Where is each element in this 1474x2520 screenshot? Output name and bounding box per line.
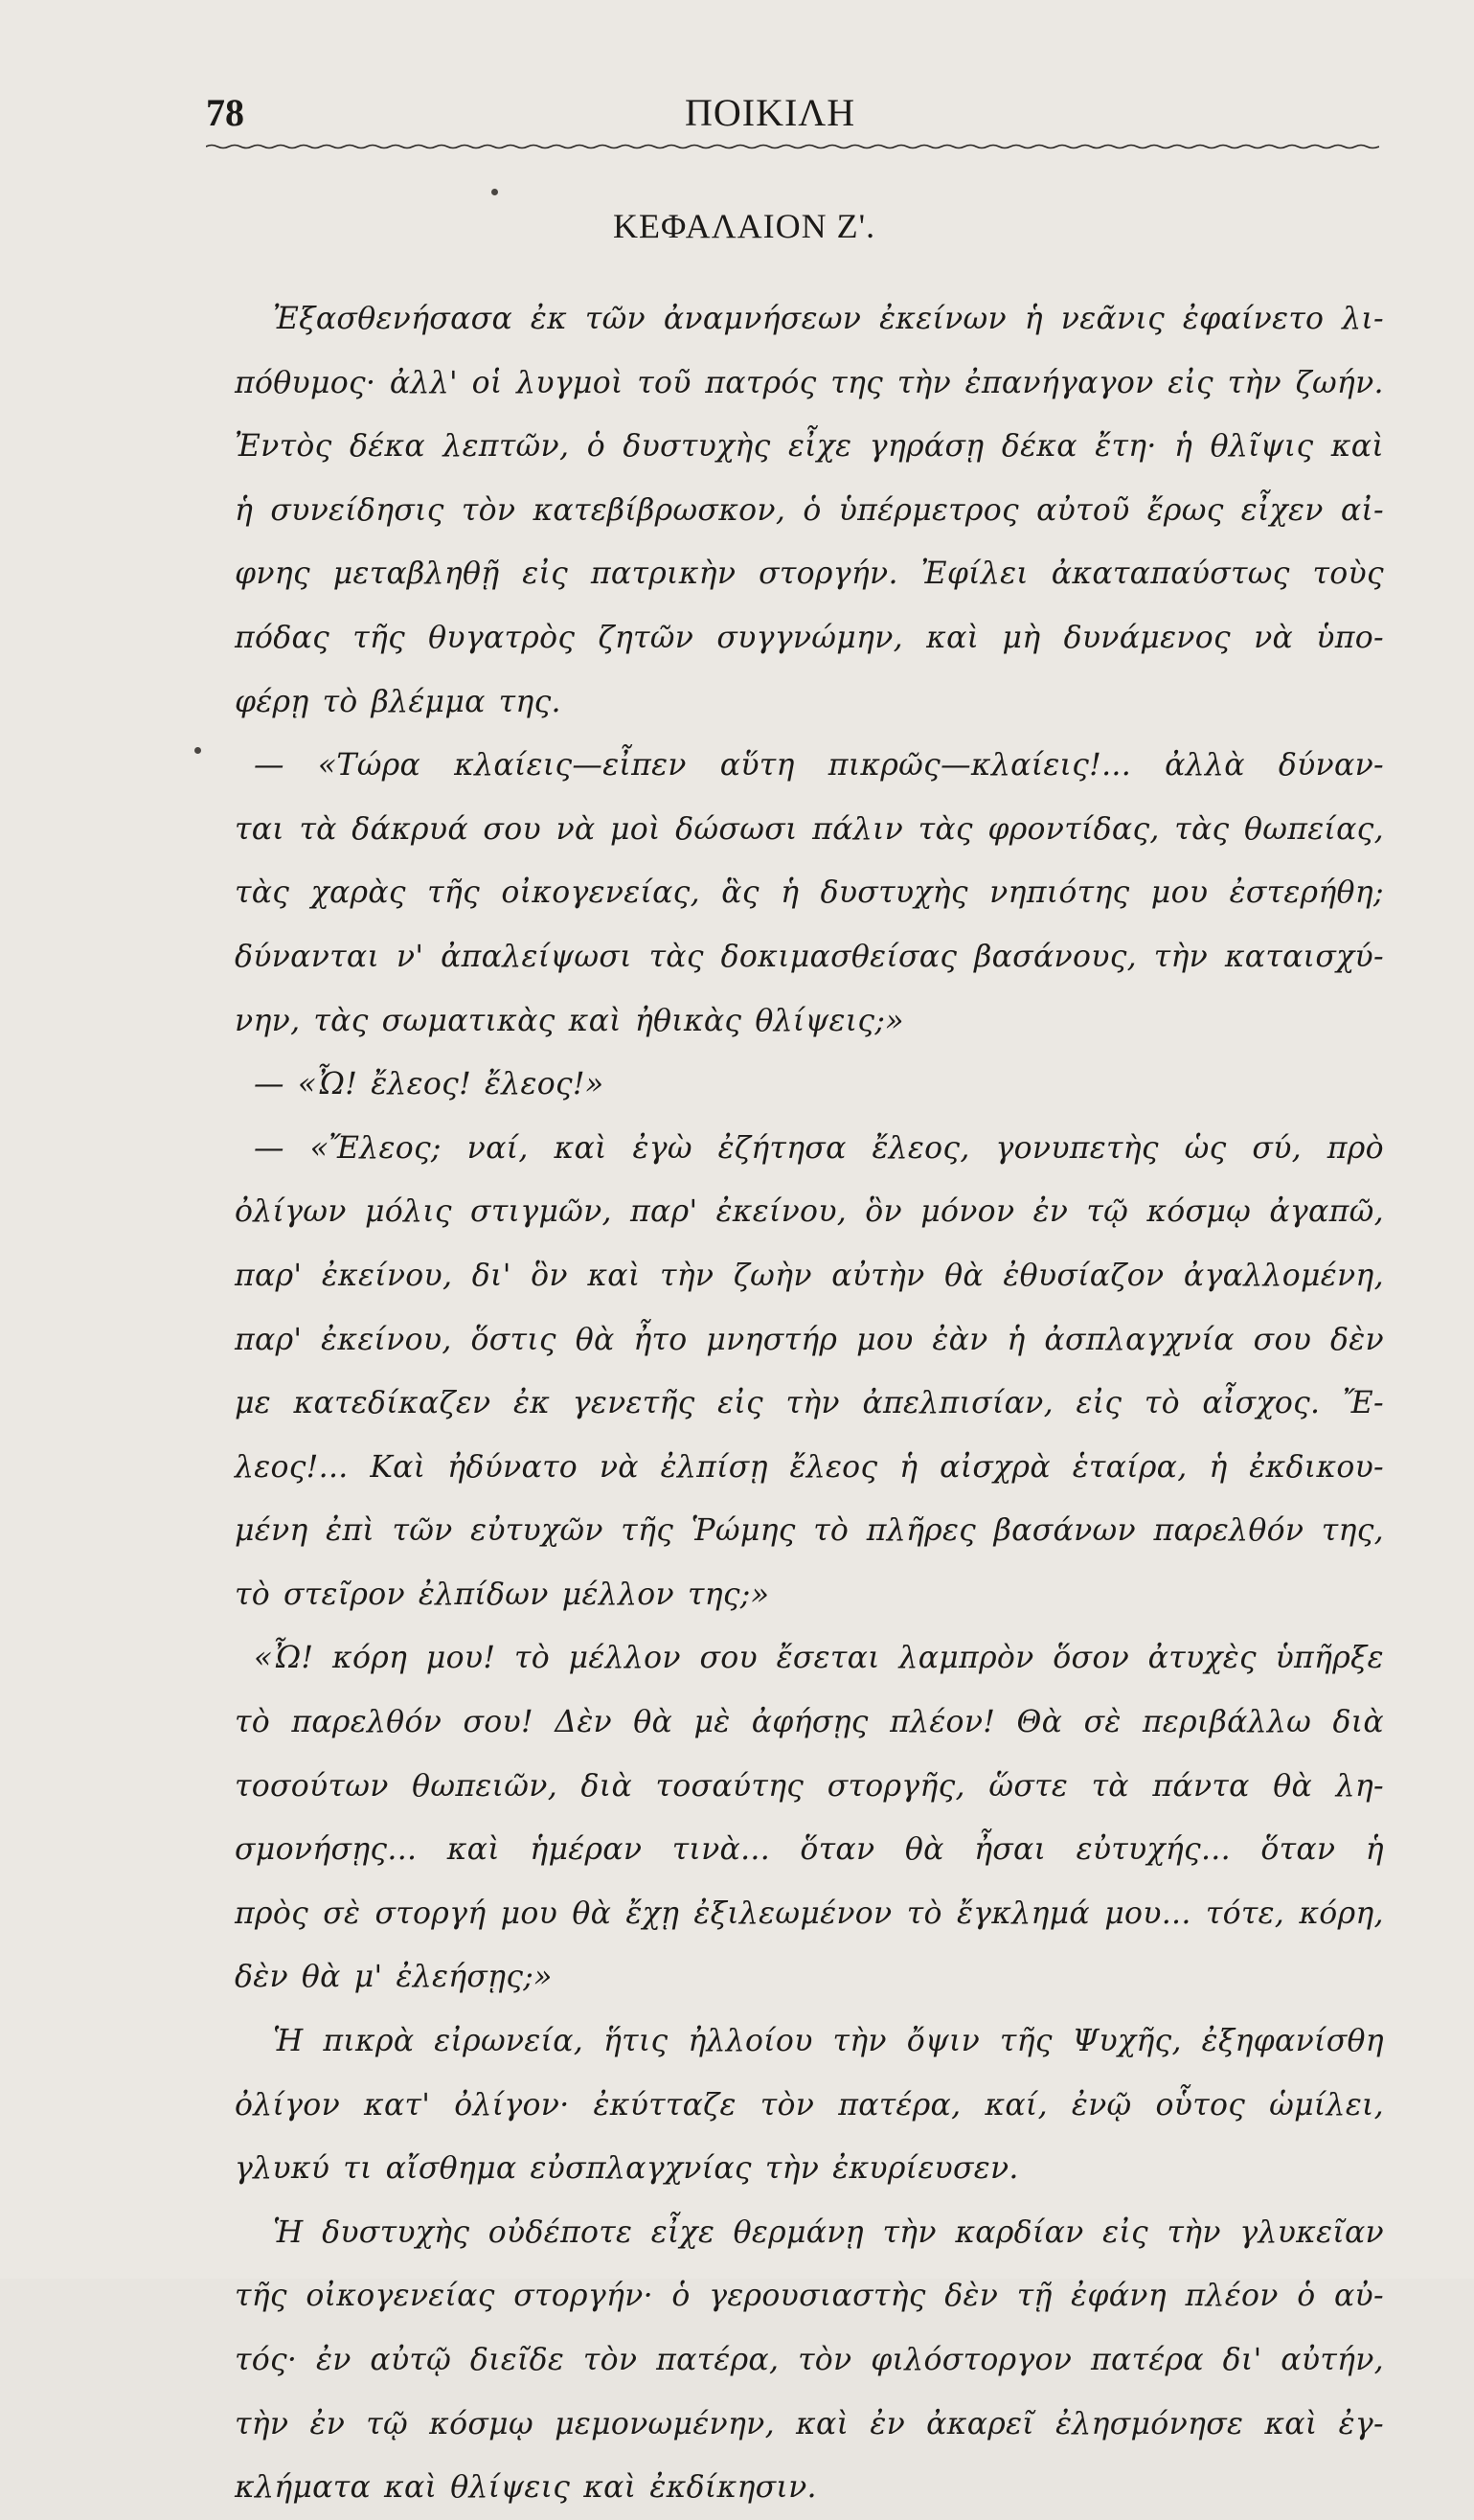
text-line: πόδας τῆς θυγατρὸς ζητῶν συγγνώμην, καὶ μὴ δυνάμενος νὰ ὑπο- <box>235 620 1384 655</box>
text-line: — «Τώρα κλαίεις—εἶπεν αὕτη πικρῶς—κλαίεις!... ἀλλὰ δύναν- <box>254 748 1384 783</box>
chapter-title: ΚΕΦΑΛΑΙΟΝ Ζ'. <box>613 207 876 245</box>
text-line: με κατεδίκαζεν ἐκ γενετῆς εἰς τὴν ἀπελπισίαν, εἰς τὸ αἶσχος. Ἔ- <box>235 1386 1384 1421</box>
text-line: πόθυμος· ἀλλ' οἱ λυγμοὶ τοῦ πατρός της τὴν ἐπανήγαγον εἰς τὴν ζωήν. <box>235 365 1384 400</box>
text-line: νην, τὰς σωματικὰς καὶ ἠθικὰς θλίψεις;» <box>235 1003 904 1038</box>
text-line: σμονήσῃς... καὶ ἡμέραν τινὰ... ὅταν θὰ ἦσαι εὐτυχής... ὅταν ἡ <box>235 1832 1384 1868</box>
text-line: κλήματα καὶ θλίψεις καὶ ἐκδίκησιν. <box>235 2470 817 2506</box>
text-line: γλυκύ τι αἴσθημα εὐσπλαγχνίας τὴν ἐκυρίευσεν. <box>235 2151 1019 2187</box>
text-line: — «Ἔλεος; ναί, καὶ ἐγὼ ἐζήτησα ἔλεος, γονυπετὴς ὡς σύ, πρὸ <box>254 1130 1384 1166</box>
text-line: Ἐξασθενήσασα ἐκ τῶν ἀναμνήσεων ἐκείνων ἡ νεᾶνις ἐφαίνετο λι- <box>273 302 1384 336</box>
header-rule <box>206 144 1379 151</box>
text-line: τὸ στεῖρον ἐλπίδων μέλλον της;» <box>235 1577 770 1612</box>
text-line: παρ' ἐκείνου, ὅστις θὰ ἦτο μνηστήρ μου ἐὰν ἡ ἀσπλαγχνία σου δὲν <box>235 1322 1384 1357</box>
text-line: ὀλίγον κατ' ὀλίγον· ἐκύτταζε τὸν πατέρα, καί, ἐνῷ οὗτος ὡμίλει, <box>235 2087 1384 2123</box>
text-line: φνης μεταβληθῇ εἰς πατρικὴν στοργήν. Ἐφίλει ἀκαταπαύστως τοὺς <box>235 556 1384 592</box>
ink-speck <box>194 747 201 754</box>
page-header <box>206 84 1379 151</box>
text-line: παρ' ἐκείνου, δι' ὃν καὶ τὴν ζωὴν αὐτὴν θὰ ἐθυσίαζον ἀγαλλομένη, <box>235 1258 1384 1293</box>
text-line: δὲν θὰ μ' ἐλεήσῃς;» <box>235 1960 553 1995</box>
text-line: τὴν ἐν τῷ κόσμῳ μεμονωμένην, καὶ ἐν ἀκαρεῖ ἐλησμόνησε καὶ ἐγ- <box>235 2406 1384 2441</box>
text-line: φέρῃ τὸ βλέμμα της. <box>235 684 561 719</box>
text-line: μένη ἐπὶ τῶν εὐτυχῶν τῆς Ῥώμης τὸ πλῆρες βασάνων παρελθόν της, <box>235 1513 1384 1549</box>
text-line: δύνανται ν' ἀπαλείψωσι τὰς δοκιμασθείσας βασάνους, τὴν καταισχύ- <box>235 939 1384 974</box>
text-line: τῆς οἰκογενείας στοργήν· ὁ γερουσιαστὴς δὲν τῇ ἐφάνη πλέον ὁ αὐ- <box>235 2279 1384 2314</box>
text-line: ται τὰ δάκρυά σου νὰ μοὶ δώσωσι πάλιν τὰς φροντίδας, τὰς θωπείας, <box>235 811 1384 847</box>
text-line: — «Ὦ! ἔλεος! ἔλεος!» <box>254 1067 604 1102</box>
text-line: ἡ συνείδησις τὸν κατεβίβρωσκον, ὁ ὑπέρμετρος αὐτοῦ ἔρως εἶχεν αἰ- <box>235 492 1384 528</box>
text-line: Ἐντὸς δέκα λεπτῶν, ὁ δυστυχὴς εἶχε γηράσῃ δέκα ἔτη· ἡ θλῖψις καὶ <box>235 429 1384 465</box>
text-line: τός· ἐν αὐτῷ διεῖδε τὸν πατέρα, τὸν φιλόστοργον πατέρα δι' αὐτήν, <box>235 2343 1384 2377</box>
text-line: Ἡ πικρὰ εἰρωνεία, ἥτις ἠλλοίου τὴν ὄψιν τῆς Ψυχῆς, ἐξηφανίσθη <box>273 2024 1384 2059</box>
text-line: τοσούτων θωπειῶν, διὰ τοσαύτης στοργῆς, ὥστε τὰ πάντα θὰ λη- <box>235 1768 1384 1804</box>
page-number: 78 <box>206 91 244 134</box>
text-line: πρὸς σὲ στοργή μου θὰ ἔχῃ ἐξιλεωμένον τὸ ἔγκλημά μου... τότε, κόρη, <box>235 1896 1384 1931</box>
text-line: Ἡ δυστυχὴς οὐδέποτε εἶχε θερμάνῃ τὴν καρδίαν εἰς τὴν γλυκεῖαν <box>273 2214 1384 2250</box>
text-line: ὀλίγων μόλις στιγμῶν, παρ' ἐκείνου, ὃν μόνον ἐν τῷ κόσμῳ ἀγαπῶ, <box>235 1194 1384 1230</box>
text-line: τὰς χαρὰς τῆς οἰκογενείας, ἃς ἡ δυστυχὴς νηπιότης μου ἐστερήθη; <box>235 875 1384 911</box>
text-line: τὸ παρελθόν σου! Δὲν θὰ μὲ ἀφήσῃς πλέον! Θὰ σὲ περιβάλλω διὰ <box>235 1705 1384 1740</box>
ink-speck <box>491 189 498 195</box>
text-line: «Ὦ! κόρη μου! τὸ μέλλον σου ἔσεται λαμπρὸν ὅσον ἀτυχὲς ὑπῆρξε <box>254 1641 1384 1676</box>
running-title: ΠΟΙΚΙΛΗ <box>685 91 856 134</box>
chapter-body-text <box>235 287 1384 2520</box>
text-line: λεος!... Καὶ ἠδύνατο νὰ ἐλπίσῃ ἔλεος ἡ αἰσχρὰ ἑταίρα, ἡ ἐκδικου- <box>235 1449 1384 1485</box>
